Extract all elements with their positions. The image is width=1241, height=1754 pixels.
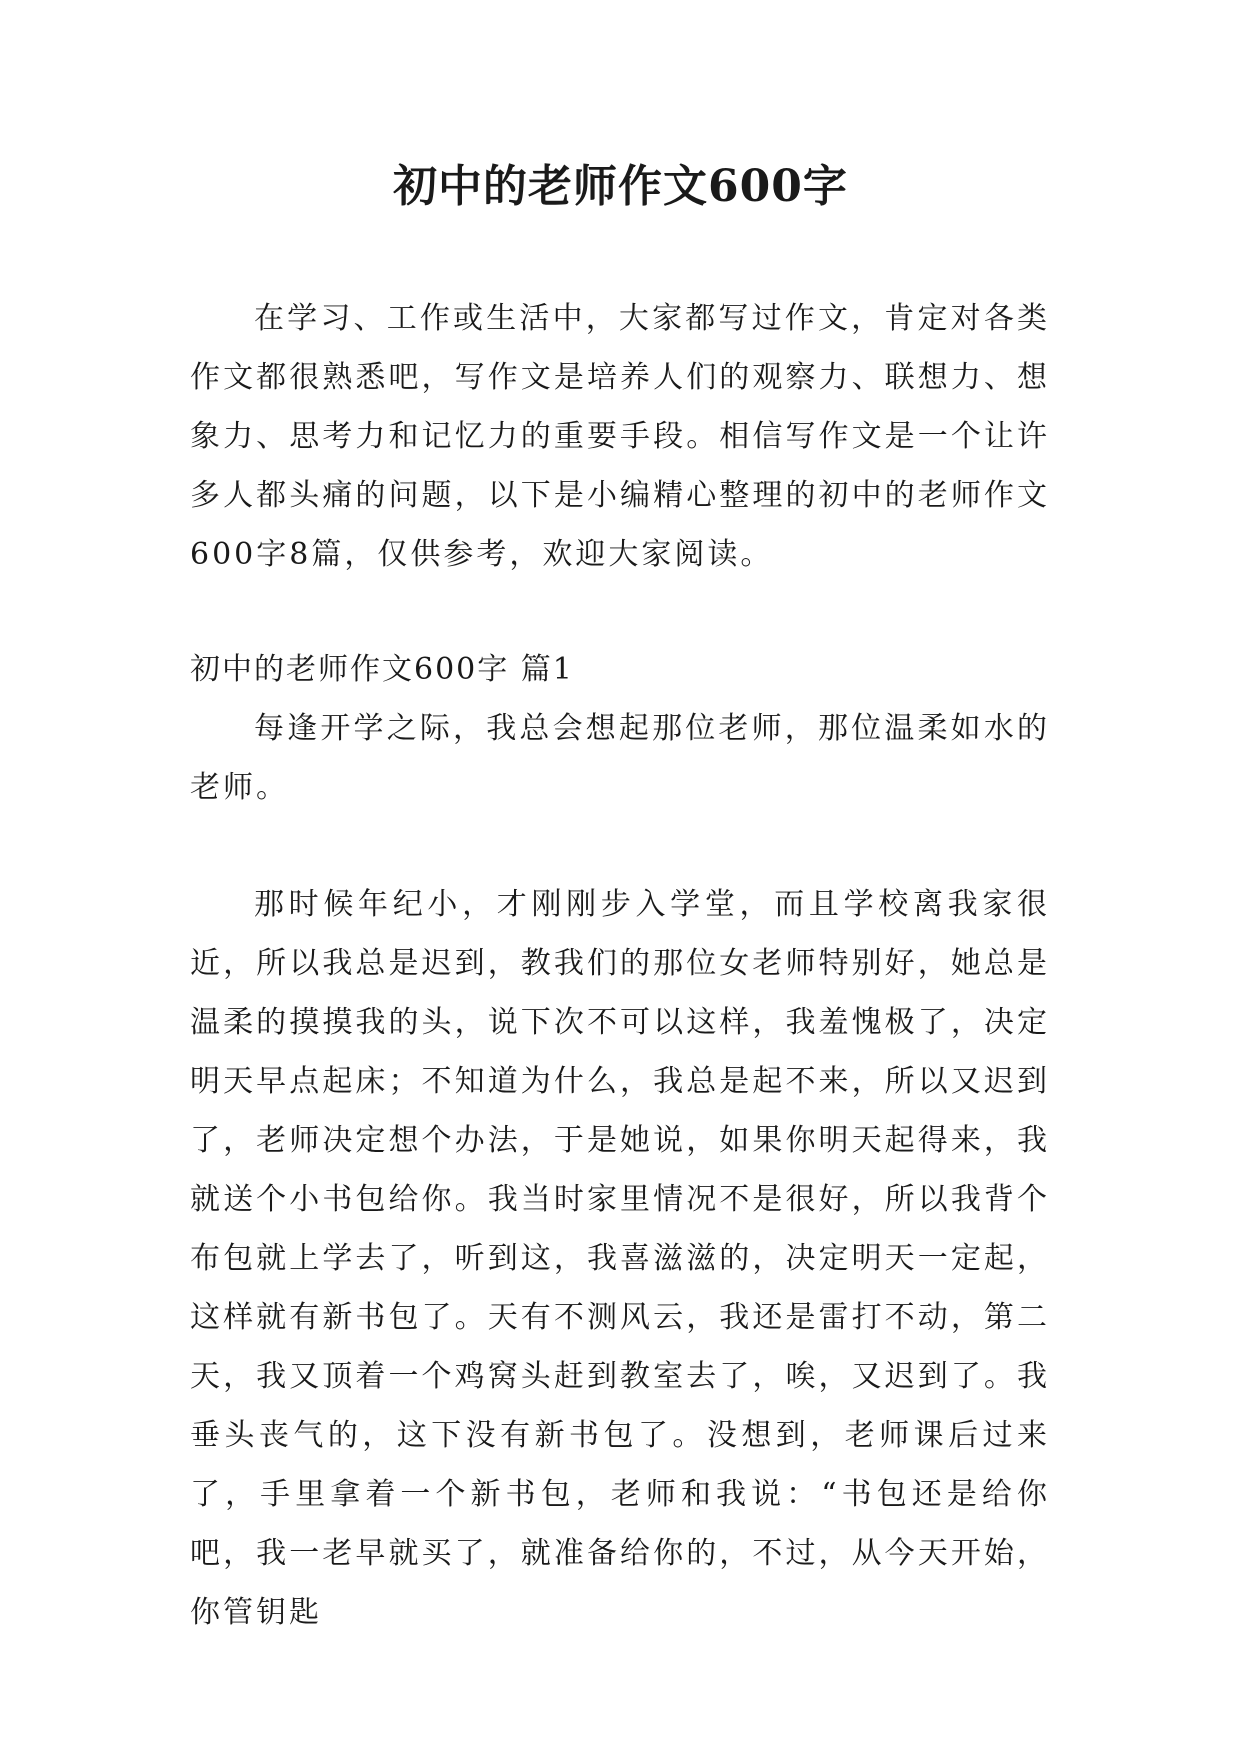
essay-paragraph: 那时候年纪小，才刚刚步入学堂，而且学校离我家很近，所以我总是迟到，教我们的那位女老师特别好，她总是温柔的摸摸我的头，说下次不可以这样，我羞愧极了，决定明天早点起床；不知道为什么，我总是起不来，所以又迟到了，老师决定想个办法，于是她说，如果你明天起得来，我就送个小书包给你。我当时家里情况不是很好，所以我背个布包就上学去了，听到这，我喜滋滋的，决定明天一定起，这样就有新书包了。天有不测风云，我还是雷打不动，第二天，我又顶着一个鸡窝头赶到教室去了，唉，又迟到了。我垂头丧气的，这下没有新书包了。没想到，老师课后过来了，手里拿着一个新书包，老师和我说：“书包还是给你吧，我一老早就买了，就准备给你的，不过，从今天开始，你管钥匙 bbox=[190, 887, 1050, 1630]
document-title: 初中的老师作文600字 bbox=[393, 161, 848, 212]
section-heading: 初中的老师作文600字 篇1 bbox=[190, 652, 574, 687]
essay-paragraph: 每逢开学之际，我总会想起那位老师，那位温柔如水的老师。 bbox=[190, 711, 1050, 805]
intro-paragraph: 在学习、工作或生活中，大家都写过作文，肯定对各类作文都很熟悉吧，写作文是培养人们的观察力、联想力、想象力、思考力和记忆力的重要手段。相信写作文是一个让许多人都头痛的问题，以下是小编精心整理的初中的老师作文600字8篇，仅供参考，欢迎大家阅读。 bbox=[190, 301, 1050, 572]
